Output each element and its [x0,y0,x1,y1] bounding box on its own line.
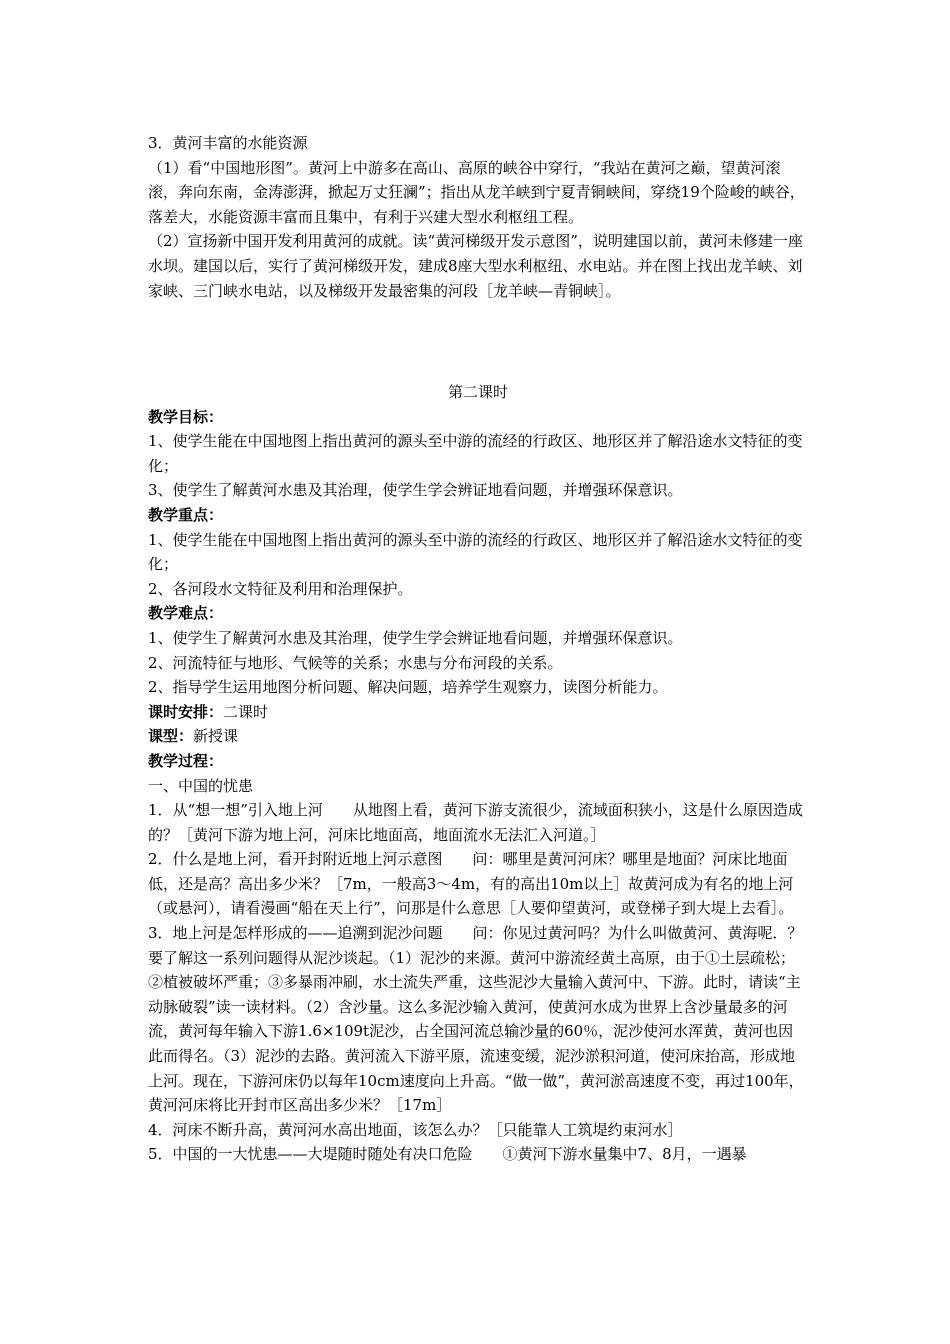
section-heading: 3．黄河丰富的水能资源 [148,134,308,152]
lesson-type-line [148,724,808,749]
difficulty-item: 2、指导学生运用地图分析问题、解决问题，培养学生观察力，读图分析能力。 [148,678,668,697]
difficulty-item: 2、河流特征与地形、气候等的关系；水患与分布河段的关系。 [148,653,563,672]
goal-item: 3、使学生了解黄河水患及其治理，使学生学会辨证地看问题，并增强环保意识。 [148,481,683,500]
key-point-item: 2、各河段水文特征及利用和治理保护。 [148,579,413,598]
difficulty-item: 1、使学生了解黄河水患及其治理，使学生学会辨证地看问题，并增强环保意识。 [148,628,683,647]
paragraph: （1）看“中国地形图”。黄河上中游多在高山、高原的峡谷中穿行，“我站在黄河之巅，望黄河滚滚，奔向东南，金涛澎湃，掀起万丈狂澜”；指出从龙羊峡到宁夏青铜峡间，穿绕19个险峻的峡谷，落差大，水能资源丰富而且集中，有利于兴建大型水利枢纽工程。 [148,158,805,226]
lesson-title: 第二课时 [447,383,508,401]
key-points-label: 教学重点： [148,505,224,524]
section-second-lesson [148,380,808,1167]
process-item: 1．从“想一想”引入地上河 从地图上看，黄河下游支流很少，流域面积狭小，这是什么原因造成的？［黄河下游为地上河，河床比地面高，地面流水无法汇入河道。］ [148,801,803,844]
process-item: 5．中国的一大忧患——大堤随时随处有决口危险 ①黄河下游水量集中7、8月，一遇暴 [148,1145,747,1164]
process-heading: 一、中国的忧患 [148,776,254,795]
lesson-type-label: 课型： [148,727,194,746]
process-item: 2．什么是地上河，看开封附近地上河示意图 问：哪里是黄河河床？哪里是地面？河床比地面低，还是高？高出多少米？［7m，一般高3～4m，有的高出10m以上］故黄河成为有名的地上河（或悬河），请看漫画“船在天上行”，问那是什么意思［人要仰望黄河，或登梯子到大堤上去看］。 [148,850,794,918]
paragraph: （2）宣扬新中国开发利用黄河的成就。读“黄河梯级开发示意图”，说明建国以前，黄河未修建一座水坝。建国以后，实行了黄河梯级开发，建成8座大型水利枢纽、水电站。并在图上找出龙羊峡、刘家峡、三门峡水电站，以及梯级开发最密集的河段［龙羊峡—青铜峡］。 [148,232,803,300]
process-label: 教学过程： [148,751,224,770]
difficulties-label: 教学难点： [148,604,224,623]
lesson-type-value: 新授课 [193,727,239,746]
section-hydropower [148,131,808,303]
process-item: 4．河床不断升高，黄河河水高出地面，该怎么办？［只能靠人工筑堤约束河水］ [148,1120,683,1139]
goal-item: 1、使学生能在中国地图上指出黄河的源头至中游的流经的行政区、地形区并了解沿途水文特征的变化； [148,432,803,475]
schedule-value: 二课时 [223,702,269,721]
key-point-item: 1、使学生能在中国地图上指出黄河的源头至中游的流经的行政区、地形区并了解沿途水文特征的变化； [148,530,803,574]
process-item: 3．地上河是怎样形成的——追溯到泥沙问题 问：你见过黄河吗？为什么叫做黄河、黄海呢．？要了解这一系列问题得从泥沙谈起。（1）泥沙的来源。黄河中游流经黄土高原，由于①土层疏松；②植被破坏严重；③多暴雨冲刷，水土流失严重，这些泥沙大量输入黄河中、下游。此时，请读“主动脉破裂”读一读材料。（2）含沙量。这么多泥沙输入黄河，使黄河水成为世界上含沙量最多的河流，黄河每年输入下游1.6×109t泥沙，占全国河流总输沙量的60％，泥沙使河水浑黄，黄河也因此而得名。（3）泥沙的去路。黄河流入下游平原，流速变缓，泥沙淤积河道，使河床抬高，形成地上河。现在，下游河床仍以每年10cm速度向上升高。“做一做”，黄河淤高速度不变，再过100年，黄河河床将比开封市区高出多少米？［17m］ [148,924,804,1115]
schedule-label: 课时安排： [148,702,224,721]
schedule-line [148,700,808,725]
goals-label: 教学目标： [148,407,224,426]
